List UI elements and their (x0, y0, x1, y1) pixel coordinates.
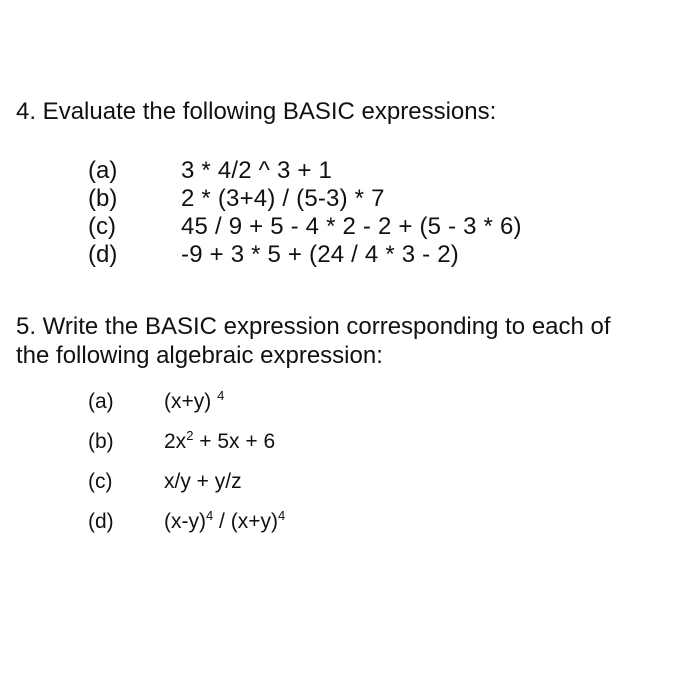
question-5-item-b (88, 428, 285, 468)
basic-expression: 45 / 9 + 5 - 4 * 2 - 2 + (5 - 3 * 6) (181, 213, 522, 240)
exponent: 2 (186, 428, 194, 443)
question-4-list (88, 157, 522, 269)
algebraic-expression (164, 388, 224, 416)
question-5-item-c (88, 468, 285, 508)
question-4-item-c (88, 213, 522, 241)
basic-expression: 2 * (3+4) / (5-3) * 7 (181, 185, 385, 212)
item-label: (c) (88, 213, 116, 240)
algebraic-expression (164, 428, 275, 456)
algebraic-expression: x/y + y/z (164, 470, 242, 493)
expr-part-2: / (x+y) (213, 510, 278, 533)
item-label: (b) (88, 185, 118, 212)
question-5-heading-line-1: 5. Write the BASIC expression corresponding to each of (16, 313, 611, 340)
expr-part-1: 2x (164, 430, 187, 453)
question-5-list (88, 388, 285, 548)
question-4-item-d (88, 241, 522, 269)
question-5-item-d (88, 508, 285, 548)
basic-expression: 3 * 4/2 ^ 3 + 1 (181, 157, 333, 184)
item-label: (a) (88, 157, 118, 184)
item-label: (c) (88, 470, 113, 493)
question-4-heading: 4. Evaluate the following BASIC expressions: (16, 98, 497, 125)
expr-part-2: + 5x + 6 (193, 430, 276, 453)
question-5-item-a (88, 388, 285, 428)
item-label: (d) (88, 510, 114, 533)
question-4-item-b (88, 185, 522, 213)
question-4-item-a (88, 157, 522, 185)
item-label: (a) (88, 390, 114, 413)
exponent: 4 (205, 508, 214, 523)
item-label: (b) (88, 430, 114, 453)
expr-part-1: (x-y) (164, 510, 206, 533)
basic-expression: -9 + 3 * 5 + (24 / 4 * 3 - 2) (181, 241, 459, 268)
item-label: (d) (88, 241, 118, 268)
question-5-heading-line-2: the following algebraic expression: (16, 342, 383, 369)
expr-base: (x+y) (164, 390, 212, 413)
algebraic-expression (164, 508, 285, 536)
exponent: 4 (277, 508, 286, 523)
exponent: 4 (217, 388, 225, 403)
